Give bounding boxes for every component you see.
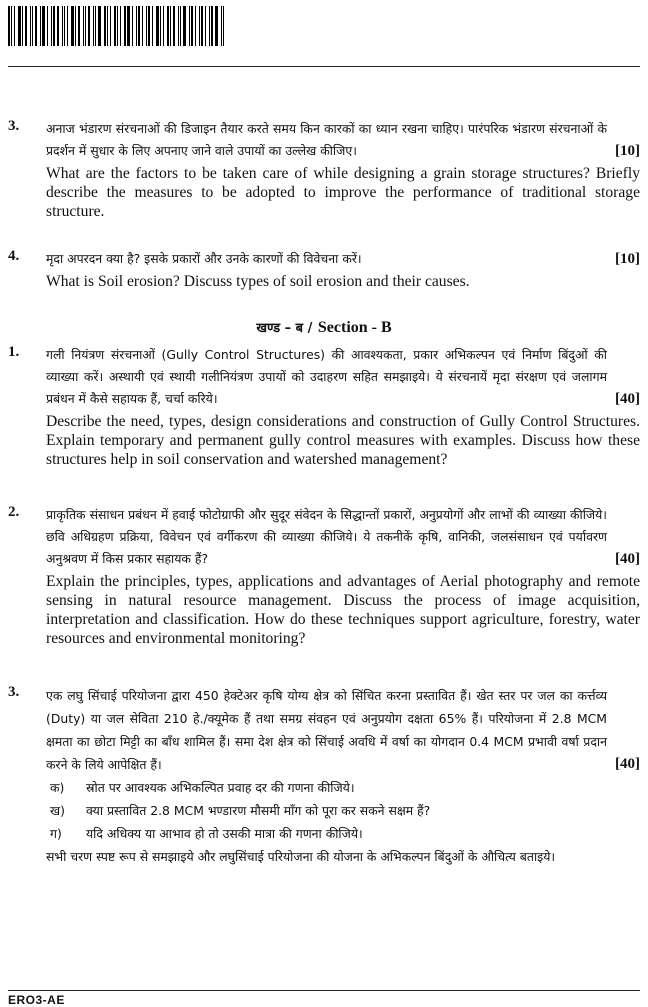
barcode-bar [53, 6, 55, 46]
question-number: 4. [8, 248, 20, 264]
barcode-bar [47, 6, 48, 46]
question-marks: [40] [615, 391, 640, 407]
barcode-bar [114, 6, 116, 46]
question-closing: सभी चरण स्पष्ट रूप से समझाइये और लघुसिंचाई परियोजना की योजना के अभिकल्पन बिंदुओं के औचित्य बताइये। [46, 849, 556, 864]
question-b1 [8, 344, 640, 469]
barcode-bar [88, 6, 90, 46]
barcode-bar [64, 6, 65, 46]
paper-code: ERO3-AE [8, 993, 65, 1007]
barcode-bar [18, 6, 21, 46]
barcode-bar [170, 6, 171, 46]
question-number: 3. [8, 684, 20, 700]
barcode-bar [221, 6, 222, 46]
barcode-bar [107, 6, 108, 46]
barcode-bar [173, 6, 175, 46]
question-b3 [8, 684, 640, 868]
barcode-bar [8, 6, 10, 46]
barcode-bar [25, 6, 27, 46]
barcode-bar [42, 6, 45, 46]
subpart-ga [46, 822, 640, 845]
barcode-bar [167, 6, 169, 46]
barcode-bar [35, 6, 37, 46]
barcode-bar [85, 6, 86, 46]
question-english: What are the factors to be taken care of while designing a grain storage structures? Briefly describe the measures to be adopted to improve the performance of traditional storage structure. [46, 165, 640, 220]
barcode-bar [120, 6, 121, 46]
question-english: Explain the principles, types, applications and advantages of Aerial photography and remote sensing in natural resource management. Discuss the process of image acquisition, interpretation and classification. How do these techniques support agriculture, forestry, water resources and environmental monitoring? [46, 573, 640, 647]
barcode-bar [124, 6, 126, 46]
subpart-label: क) [50, 780, 65, 795]
barcode-bar [22, 6, 23, 46]
barcode-bar [95, 6, 96, 46]
barcode-bar [117, 6, 118, 46]
question-hindi: [40] गली नियंत्रण संरचनाओं (Gully Control Structures) की आवश्यकता, प्रकार अभिकल्पन एवं निर्माण बिंदुओं की व्याख्या करें। अस्थायी एवं स्थायी गलीनियंत्रण उपायों को उदाहरण सहित समझाइये। ये संरचनायें मृदा संरक्षण एवं जलागम प्रबंधन में कैसे सहायक हैं, चर्चा करिये। [46, 344, 640, 410]
barcode-bar [110, 6, 111, 46]
section-heading-english: Section - B [317, 319, 392, 336]
subpart-kha [46, 799, 640, 822]
section-heading-hindi: खण्ड – ब / [256, 321, 313, 336]
question-b2 [8, 504, 640, 648]
barcode-bar [78, 6, 80, 46]
barcode-bar [180, 6, 181, 46]
barcode-bar [83, 6, 84, 46]
barcode-bar [71, 6, 74, 46]
barcode-bar [75, 6, 76, 46]
question-number: 2. [8, 504, 20, 520]
barcode-bar [211, 6, 213, 46]
barcode-bar [189, 6, 190, 46]
question-english: What is Soil erosion? Discuss types of soil erosion and their causes. [46, 273, 470, 290]
barcode-bar [132, 6, 133, 46]
barcode-bar [160, 6, 161, 46]
barcode-bar [138, 6, 140, 46]
barcode-bar [156, 6, 159, 46]
barcode-bar [142, 6, 143, 46]
barcode-bar [178, 6, 179, 46]
subpart-text: स्रोत पर आवश्यक अभिकल्पित प्रवाह दर की गणना कीजिये। [86, 780, 355, 795]
section-heading [0, 317, 648, 337]
header-rule [8, 66, 640, 67]
question-marks: [10] [615, 143, 640, 159]
question-marks: [40] [615, 756, 640, 772]
barcode-bar [93, 6, 94, 46]
barcode-bar [30, 6, 31, 46]
barcode-bar [183, 6, 186, 46]
question-a4 [8, 248, 640, 291]
barcode-bar [40, 6, 41, 46]
barcode-bar [104, 6, 106, 46]
question-hindi: [40] एक लघु सिंचाई परियोजना द्वारा 450 हेक्टेअर कृषि योग्य क्षेत्र को सिंचित करना प्रस्तावित हैं। खेत स्तर पर जल का कर्त्तव्य (Duty) या जल सेविता 210 हे./क्यूमेक हैं तथा समग्र संवहन एवं अनुप्रयोग दक्षता 65% हैं। परियोजना में 2.8 MCM क्षमता का छोटा मिट्टी का बाँध शामिल हैं। समा देश क्षेत्र को सिंचाई अवधि में वर्षा का योगदान 0.4 MCM प्रभावी वर्षा प्रदान करने के लिये आपेक्षित हैं। [46, 684, 640, 776]
subpart-text: क्या प्रस्तावित 2.8 MCM भण्डारण मौसमी माँग को पूरा कर सकने सक्षम हैं? [86, 803, 431, 818]
barcode-bar [62, 6, 63, 46]
question-a3 [8, 118, 640, 221]
question-marks: [40] [615, 551, 640, 567]
barcode-bar [51, 6, 52, 46]
question-hindi: [40] प्राकृतिक संसाधन प्रबंधन में हवाई फोटोग्राफी और सुदूर संवेदन के सिद्धान्तों प्रकारों, अनुप्रयोगों और लाभों की व्याख्या कीजिये। छवि अधिग्रहण प्रक्रिया, विवेचन एवं वर्गीकरण की व्याख्या कीजिये। ये तकनीकें कृषि, वानिकी, जलसंसाधन एवं पर्यावरण अनुश्रवण में किस प्रकार सहायक हैं? [46, 504, 640, 570]
barcode-bar [223, 6, 224, 46]
barcode-bar [127, 6, 130, 46]
subpart-label: ग) [50, 826, 62, 841]
subpart-text: यदि अधिक्य या आभाव हो तो उसकी मात्रा की गणना कीजिये। [86, 826, 363, 841]
question-marks: [10] [615, 251, 640, 267]
footer-rule [8, 990, 640, 991]
question-hindi: [10] अनाज भंडारण संरचनाओं की डिजाइन तैयार करते समय किन कारकों का ध्यान रखना चाहिए। पारंपरिक भंडारण संरचनाओं के प्रदर्शन में सुधार के लिए अपनाए जाने वाले उपायों का उल्लेख कीजिए। [46, 118, 640, 162]
subpart-ka [46, 776, 640, 799]
barcode-bar [136, 6, 137, 46]
barcode-bar [67, 6, 68, 46]
barcode-bar [215, 6, 218, 46]
barcode-bar [205, 6, 206, 46]
subpart-label: ख) [50, 803, 65, 818]
barcode [8, 6, 258, 46]
barcode-bar [152, 6, 153, 46]
barcode-bar [163, 6, 164, 46]
barcode-bar [57, 6, 59, 46]
question-number: 1. [8, 344, 20, 360]
question-hindi: [10] मृदा अपरदन क्या है? इसके प्रकारों और उनके कारणों की विवेचना करें। [46, 248, 640, 270]
barcode-bar [199, 6, 200, 46]
barcode-bar [209, 6, 210, 46]
barcode-bar [32, 6, 33, 46]
barcode-bar [146, 6, 147, 46]
barcode-bar [11, 6, 12, 46]
barcode-bar [98, 6, 101, 46]
question-number: 3. [8, 118, 20, 134]
barcode-bar [14, 6, 15, 46]
barcode-bar [195, 6, 196, 46]
barcode-bar [191, 6, 193, 46]
question-english: Describe the need, types, design considerations and construction of Gully Control Structures. Explain temporary and permanent gully control measures with examples. Discuss how these structures help in soil conservation and watershed management? [46, 413, 640, 468]
barcode-bar [148, 6, 150, 46]
barcode-bar [201, 6, 203, 46]
